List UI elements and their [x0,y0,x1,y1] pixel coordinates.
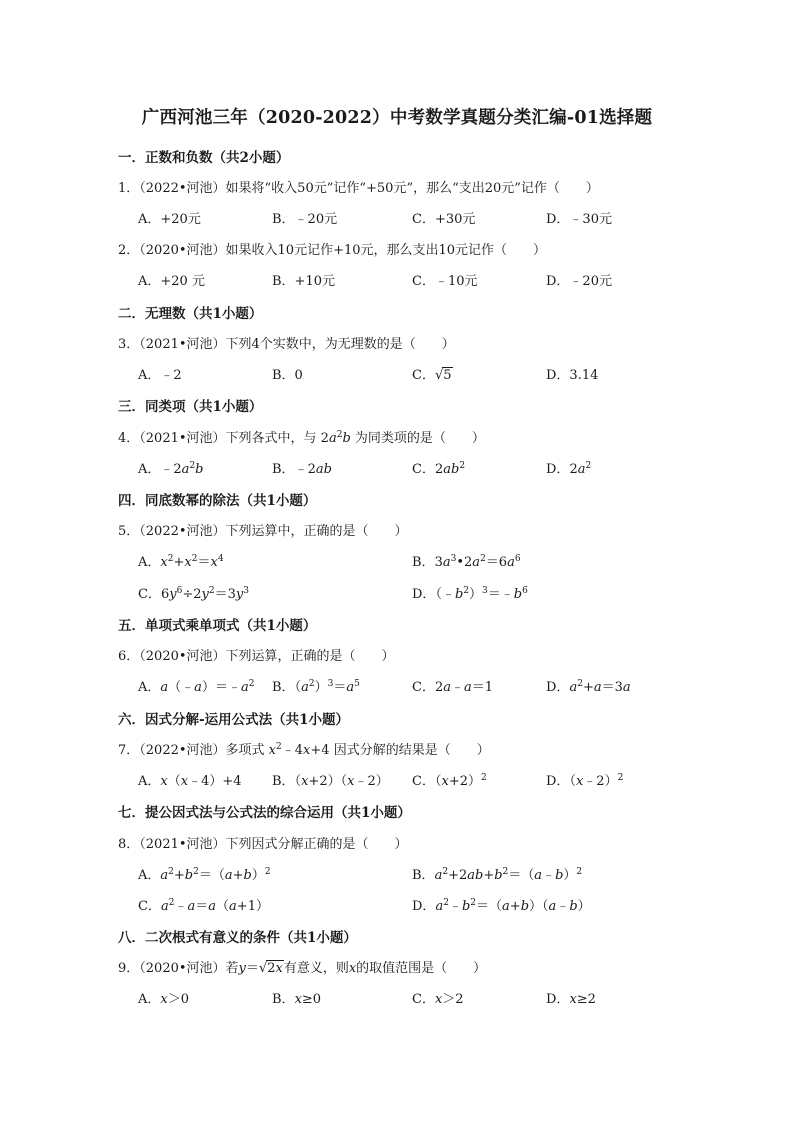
question-6-option-c: C．2a﹣a＝1 [412,680,494,695]
question-8-option-d: D．$a^2﹣b^2=(a+b)(a﹣b)$ [412,898,591,914]
section-heading-6: 六．因式分解-运用公式法（共1小题） [118,712,349,728]
question-2-options [138,270,678,290]
document-title: 广西河池三年（2020-2022）中考数学真题分类汇编-01选择题 [141,108,653,128]
question-3-stem: 3．（2021•河池）下列4个实数中，为无理数的是（ ） [118,337,455,352]
question-8-option-a: A．$a^2+b^2=(a+b)^2$ [138,867,271,883]
question-9-option-a: A．x＞0 [138,992,190,1007]
question-3-option-b: B．0 [272,368,303,383]
question-7-option-b: B．（x+2）（x﹣2） [272,774,389,789]
question-5-stem: 5．（2022•河池）下列运算中，正确的是（ ） [118,524,408,539]
question-1-stem: 1．（2022•河池）如果将“收入50元”记作“+50元”，那么“支出20元”记作（ ） [118,181,599,196]
question-6-option-d: D．$a^2+a=3a$ [546,679,631,695]
question-3-option-c [412,364,453,383]
question-3-option-d: D．3.14 [546,368,599,383]
stem-prefix: 7．（2022•河池）多项式 [118,743,265,758]
question-5-options-row1 [138,551,678,571]
question-2-stem: 2．（2020•河池）如果收入10元记作+10元，那么支出10元记作（ ） [118,243,547,258]
option-label: C． [412,368,435,383]
question-7-option-d: D．（x﹣2）$^2$ [546,773,624,789]
sqrt-expression: √5 [434,368,452,383]
question-8-stem: 8．（2021•河池）下列因式分解正确的是（ ） [118,837,408,852]
section-heading-3: 三．同类项（共1小题） [118,399,263,415]
question-1-option-b: B．﹣20元 [272,212,338,227]
question-8-option-b: B．$a^2+2ab+b^2=(a﹣b)^2$ [412,867,583,883]
question-4-option-c: C．$2ab^2$ [412,461,466,477]
section-heading-4: 四．同底数幂的除法（共1小题） [118,493,317,509]
question-6-options [138,676,678,696]
question-1-option-d: D．﹣30元 [546,212,612,227]
question-6-option-a: A．$a(﹣a)=﹣a^2$ [138,679,255,695]
section-heading-8: 八．二次根式有意义的条件（共1小题） [118,930,357,946]
question-7-options [138,770,678,790]
question-2-option-a: A．+20 元 [138,274,205,289]
question-6-option-b: B．$(a^2)^3=a^5$ [272,679,360,695]
question-5-option-c: C．$6y^6\div 2y^2=3y^3$ [138,586,249,602]
question-2-option-d: D．﹣20元 [546,274,612,289]
section-heading-5: 五．单项式乘单项式（共1小题） [118,618,317,634]
question-5-options-row2 [138,583,678,603]
question-5-option-a: A．$x^2+x^2=x^4$ [138,554,224,570]
stem-prefix: 9．（2020•河池）若 [118,961,239,976]
question-4-option-a: A．$﹣2a^2b$ [138,461,204,477]
sqrt-radicand: 5 [443,368,452,383]
question-9-option-b: B．x≥0 [272,992,322,1007]
section-heading-7: 七．提公因式法与公式法的综合运用（共1小题） [118,805,411,821]
question-2-option-c: C．﹣10元 [412,274,478,289]
question-8-options-row2 [138,895,678,915]
question-8-options-row1 [138,864,678,884]
question-9-options [138,988,678,1008]
question-1-option-c: C．+30元 [412,212,476,227]
question-4-option-d: D．$2a^2$ [546,461,592,477]
question-3-options [138,364,678,384]
question-6-stem: 6．（2020•河池）下列运算，正确的是（ ） [118,649,395,664]
question-7-option-a: A．x（x﹣4）+4 [138,774,242,789]
question-9-option-c: C．x＞2 [412,992,464,1007]
question-4-stem: 4．（2021•河池）下列各式中，与 $2a^2b$ 为同类项的是（ ） [118,430,485,446]
question-2-option-b: B．+10元 [272,274,335,289]
question-4-options [138,458,678,478]
stem-suffix: 为同类项的是（ ） [354,431,485,446]
question-9-stem: 9．（2020•河池）若y＝√2x有意义，则x的取值范围是（ ） [118,961,487,976]
question-9-option-d: D．x≥2 [546,992,596,1007]
stem-tail: 的取值范围是（ ） [356,961,487,976]
question-1-option-a: A．+20元 [138,212,201,227]
question-7-option-c: C．$(x+2)^2$ [412,773,487,789]
question-5-option-d: D．$(﹣b^2)^3=﹣b^6$ [412,586,528,602]
question-1-options [138,208,678,228]
section-heading-1: 一．正数和负数（共2小题） [118,150,290,166]
stem-suffix: 因式分解的结果是（ ） [333,743,490,758]
question-3-option-a: A．﹣2 [138,368,182,383]
stem-suffix: 有意义，则 [283,961,349,976]
stem-prefix: 4．（2021•河池）下列各式中，与 [118,431,317,446]
question-8-option-c: C．$a^2﹣a=a(a+1)$ [138,898,269,914]
question-4-option-b: B．﹣2ab [272,462,332,477]
section-heading-2: 二．无理数（共1小题） [118,306,263,322]
question-7-stem: 7．（2022•河池）多项式 $x^2﹣4x+4$ 因式分解的结果是（ ） [118,742,490,758]
question-5-option-b: B．$3a^3•2a^2=6a^6$ [412,554,521,570]
